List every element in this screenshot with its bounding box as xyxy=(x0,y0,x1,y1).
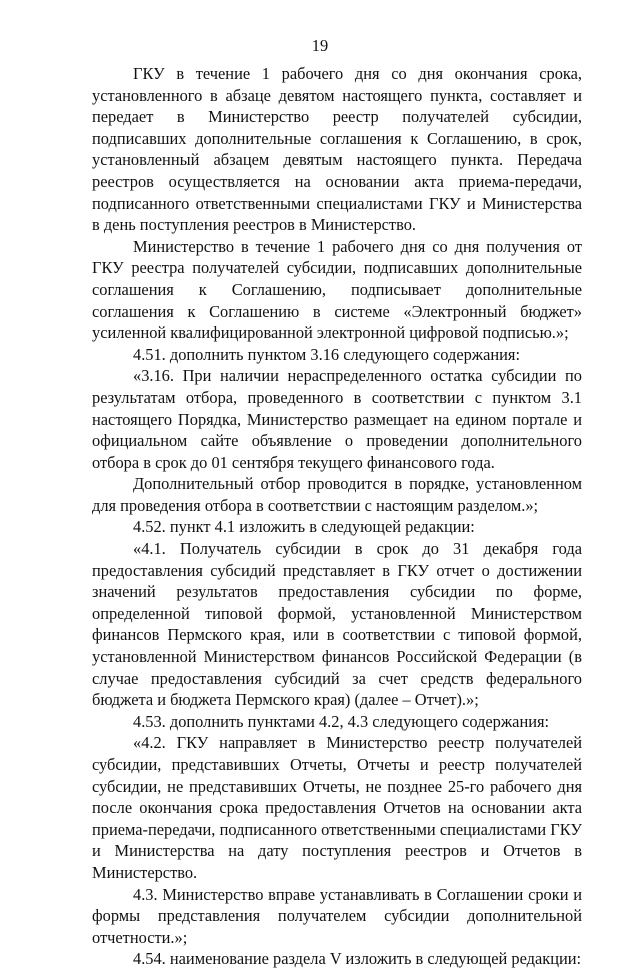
paragraph-ministry-signing: Министерство в течение 1 рабочего дня со дня получения от ГКУ реестра получателей субсидии, подписавших дополнительные соглашения к Соглашению, подписывает дополнительные соглашения к Соглашению в системе «Электронный бюджет» усиленной квалифицированной электронной цифровой подписью.»; xyxy=(92,236,582,343)
paragraph-amendment-4-51: 4.51. дополнить пунктом 3.16 следующего содержания: xyxy=(133,344,521,364)
paragraph-clause-4-1: «4.1. Получатель субсидии в срок до 31 декабря года предоставления субсидий представляет в ГКУ отчет о достижении значений результатов предоставления субсидии по форме, определенной типовой формой, установленной Министерством финансов Пермского края, или в соответствии с типовой формой, установленной Министерством финансов Российской Федерации (в случае предоставления субсидий за счет средств федерального бюджета и бюджета Пермского края) (далее – Отчет).»; xyxy=(92,539,582,710)
paragraph-clause-4-3: 4.3. Министерство вправе устанавливать в Соглашении сроки и формы представления получателем субсидии дополнительной отчетности.»; xyxy=(92,884,582,947)
paragraph-clause-4-2: «4.2. ГКУ направляет в Министерство реестр получателей субсидии, представивших Отчеты, Отчеты и реестр получателей субсидии, не представивших Отчеты, не позднее 25-го рабочего дня после окончания срока предоставления Отчетов на основании акта приема-передачи, подписанного ответственными специалистами ГКУ и Министерства на дату поступления реестров и Отчетов в Министерство. xyxy=(92,733,582,882)
paragraph-gku-registry-transfer: ГКУ в течение 1 рабочего дня со дня окончания срока, установленного в абзаце девятом настоящего пункта, составляет и передает в Министерство реестр получателей субсидии, подписавших дополнительные соглашения к Соглашению, в срок, установленный абзацем девятым настоящего пункта. Передача реестров осуществляется на основании акта приема-передачи, подписанного ответственными специалистами ГКУ и Министерства в день поступления реестров в Министерство. xyxy=(92,64,582,235)
document-body xyxy=(92,63,582,970)
paragraph-amendment-4-54: 4.54. наименование раздела V изложить в следующей редакции: xyxy=(133,949,582,969)
page-number: 19 xyxy=(311,36,329,55)
paragraph-amendment-4-53: 4.53. дополнить пунктами 4.2, 4.3 следующего содержания: xyxy=(133,711,550,731)
paragraph-clause-3-16: «3.16. При наличии нераспределенного остатка субсидии по результатам отбора, проведенного в соответствии с пунктом 3.1 настоящего Порядка, Министерство размещает на едином портале и официальном сайте объявление о проведении дополнительного отбора в срок до 01 сентября текущего финансового года. xyxy=(92,366,582,472)
paragraph-amendment-4-52: 4.52. пункт 4.1 изложить в следующей редакции: xyxy=(133,517,475,537)
paragraph-additional-selection: Дополнительный отбор проводится в порядке, установленном для проведения отбора в соответствии с настоящим разделом.»; xyxy=(92,474,582,515)
